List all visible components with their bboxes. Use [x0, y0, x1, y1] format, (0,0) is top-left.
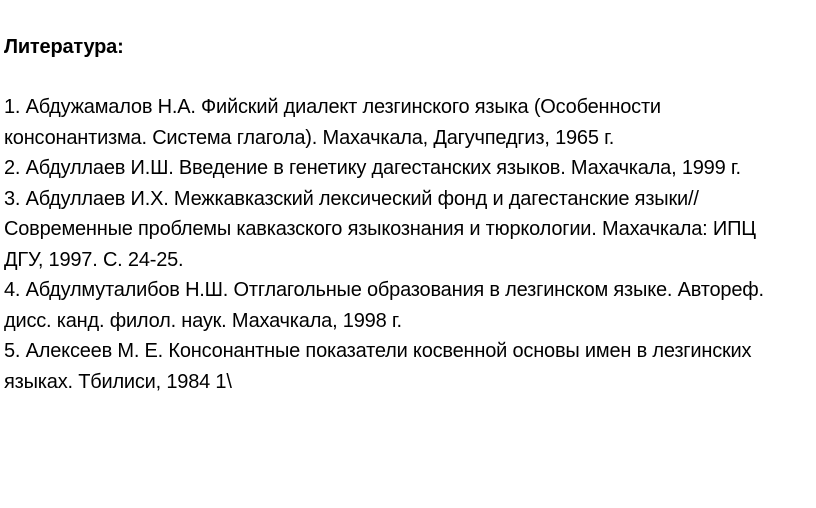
reference-item-1: 1. Абдужамалов Н.А. Фийский диалект лезгинского языка (Особенности консонантизма. Система глагола). Махачкала, Дагучпедгиз, 1965 г.: [4, 96, 661, 149]
reference-item-2: 2. Абдуллаев И.Ш. Введение в генетику дагестанских языков. Махачкала, 1999 г.: [4, 157, 741, 179]
reference-item-4: 4. Абдулмуталибов Н.Ш. Отглагольные образования в лезгинском языке. Автореф. дисс. канд. филол. наук. Махачкала, 1998 г.: [4, 279, 764, 332]
reference-item-3: 3. Абдуллаев И.Х. Межкавказский лексический фонд и дагестанские языки//Современные проблемы кавказского языкознания и тюркологии. Махачкала: ИПЦ ДГУ, 1997. С. 24-25.: [4, 187, 756, 271]
reference-item-5: 5. Алексеев М. Е. Консонантные показатели косвенной основы имен в лезгинских языках. Тбилиси, 1984 1\: [4, 340, 752, 393]
reference-list: [4, 92, 794, 397]
slide-content: [4, 32, 794, 397]
page-title: Литература:: [4, 36, 124, 58]
